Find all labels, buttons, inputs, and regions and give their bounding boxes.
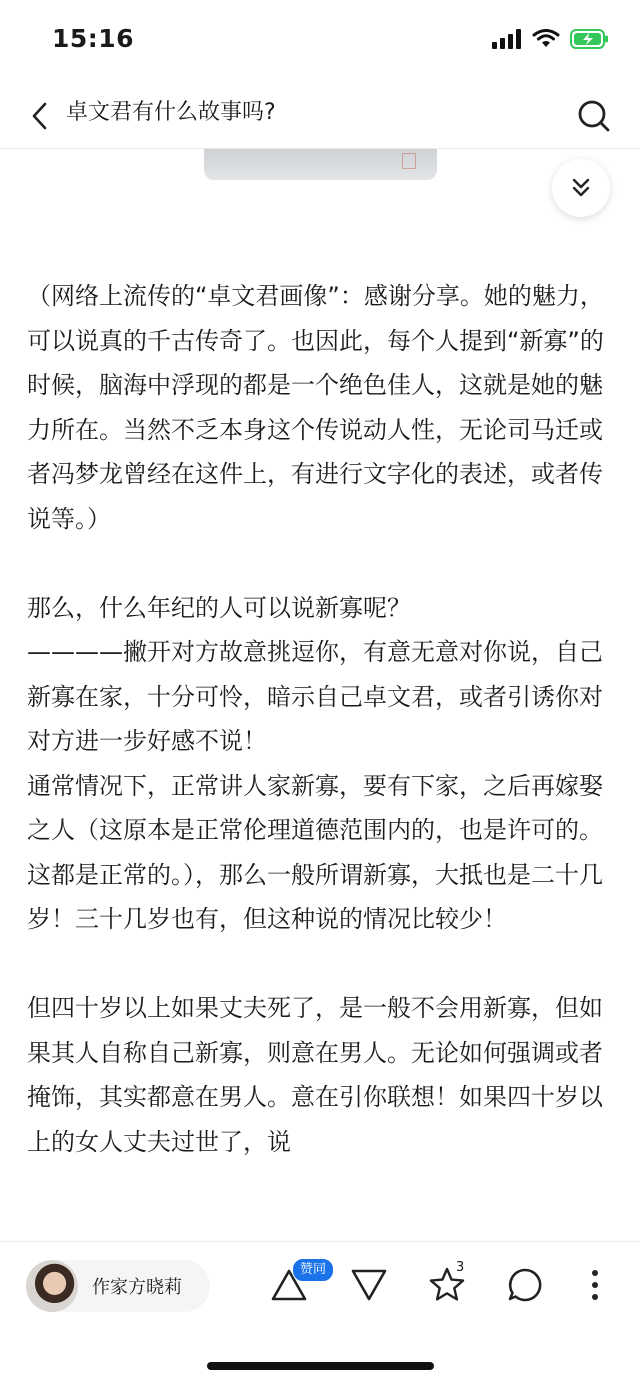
status-time: 15:16: [52, 24, 135, 53]
comment-button[interactable]: [502, 1262, 548, 1308]
page-title: 卓文君有什么故事吗?: [66, 100, 276, 125]
paragraph-gap: [27, 942, 617, 987]
portrait-image[interactable]: [204, 149, 437, 180]
paragraph: ————撇开对方故意挑逗你，有意无意对你说，自己新寡在家，十分可怜，暗示自己卓文君，或者引诱你对对方进一步好感不说！: [27, 638, 603, 755]
answer-content[interactable]: [0, 149, 640, 1241]
collapse-button[interactable]: [552, 159, 610, 217]
bottom-action-bar: [0, 1241, 640, 1386]
article-body: [27, 274, 617, 1164]
favorite-count: 3: [456, 1260, 465, 1275]
paragraph: （网络上流传的“卓文君画像”：感谢分享。她的魅力，可以说真的千古传奇了。也因此，每个人提到“新寡”的时候，脑海中浮现的都是一个绝色佳人，这就是她的魅力所在。当然不乏本身这个传说动人性，无论司马迁或者冯梦龙曾经在这件上，有进行文字化的表述，或者传说等。）: [27, 282, 604, 533]
chevron-left-icon: [30, 101, 50, 131]
comment-bubble-icon: [505, 1265, 545, 1305]
paragraph: 但四十岁以上如果丈夫死了，是一般不会用新寡，但如果其人自称自己新寡，则意在男人。无论如何强调或者掩饰，其实都意在男人。意在引你联想！如果四十岁以上的女人丈夫过世了，说: [27, 994, 603, 1156]
avatar[interactable]: [26, 1260, 78, 1312]
search-button[interactable]: [574, 94, 614, 138]
disagree-button[interactable]: [346, 1262, 392, 1308]
battery-charging-icon: [570, 28, 610, 50]
agree-badge: 赞同: [292, 1258, 334, 1282]
more-button[interactable]: [572, 1262, 618, 1308]
status-icons: [492, 28, 610, 50]
status-bar: [0, 0, 640, 84]
more-vertical-icon: [588, 1268, 602, 1302]
wifi-icon: [532, 29, 560, 49]
double-chevron-down-icon: [570, 177, 592, 199]
back-button[interactable]: [22, 96, 58, 136]
author-name: 作家方晓莉: [92, 1277, 182, 1298]
paragraph-gap: [27, 541, 617, 586]
paragraph: 通常情况下，正常讲人家新寡，要有下家，之后再嫁娶之人（这原本是正常伦理道德范围内的，也是许可的。这都是正常的。），那么一般所谓新寡，大抵也是二十几岁！三十几岁也有，但这种说的情况比较少！: [27, 771, 603, 933]
home-indicator[interactable]: [207, 1362, 434, 1370]
image-seal-mark: [402, 153, 416, 169]
signal-icon: [492, 29, 522, 49]
triangle-down-icon: [349, 1267, 389, 1303]
author-chip[interactable]: [26, 1260, 210, 1312]
nav-bar: [0, 84, 640, 149]
paragraph: 那么，什么年纪的人可以说新寡呢？: [27, 593, 411, 622]
search-icon: [576, 98, 612, 134]
